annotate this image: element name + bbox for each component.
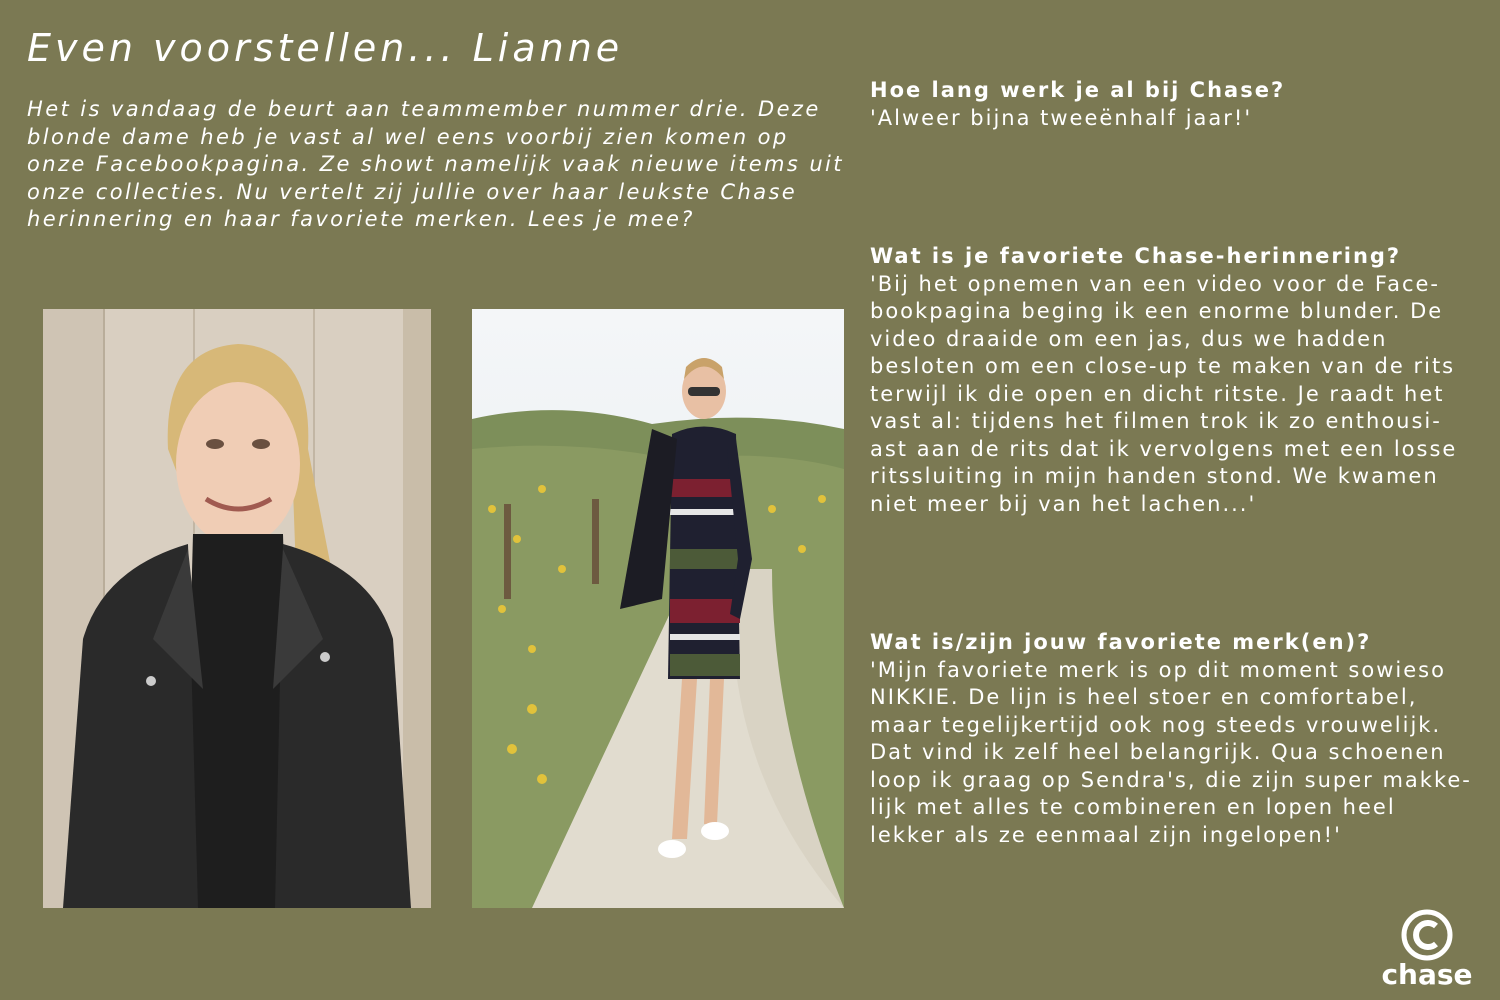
question: Wat is/zijn jouw favoriete merk(en)? [870,630,1372,654]
beach-photo [472,309,844,908]
logo-text: chase [1381,958,1473,990]
qa-block-tenure [870,77,1480,132]
qa-block-memory [870,243,1480,518]
question: Hoe lang werk je al bij Chase? [870,78,1286,102]
intro-text: Het is vandaag de beurt aan teammember nummer drie. Deze blonde dame heb je vast al wel eens voorbij zien komen op onze Facebookpagina. Ze showt namelijk vaak nieuwe items uit onze collecties. Nu vertelt zij jullie over haar leukste Chase herinnering en haar favoriete merken. Lees je mee? [27,97,844,231]
page-title: Even voorstellen... Lianne [27,26,624,70]
answer: 'Mijn favoriete merk is op dit moment sowieso NIKKIE. De lijn is heel stoer en comfortabel, maar tegelijkertijd ook nog steeds vrouwelijk. Dat vind ik zelf heel belangrijk. Qua schoenen loop ik graag op Sendra's, die zijn super makke- lijk met alles te combineren en lopen heel lekker als ze eenmaal zijn ingelopen!' [870,657,1472,847]
answer: 'Bij het opnemen van een video voor de Face- bookpagina beging ik een enorme blunder. De video draaide om een jas, dus we hadden besloten om een close-up te maken van de rits terwijl ik die open en dicht ritste. Je raadt het vast al: tijdens het filmen trok ik zo enthousi- ast aan de rits dat ik vervolgens met een losse ritssluiting in mijn handen stond. We kwamen niet meer bij van het lachen...' [870,271,1458,516]
question: Wat is je favoriete Chase-herinnering? [870,244,1402,268]
portrait-photo [43,309,431,908]
copyright-circle-icon [1370,908,1484,990]
answer: 'Alweer bijna tweeënhalf jaar!' [870,105,1253,130]
chase-logo [1370,908,1484,990]
qa-block-brands [870,629,1480,849]
